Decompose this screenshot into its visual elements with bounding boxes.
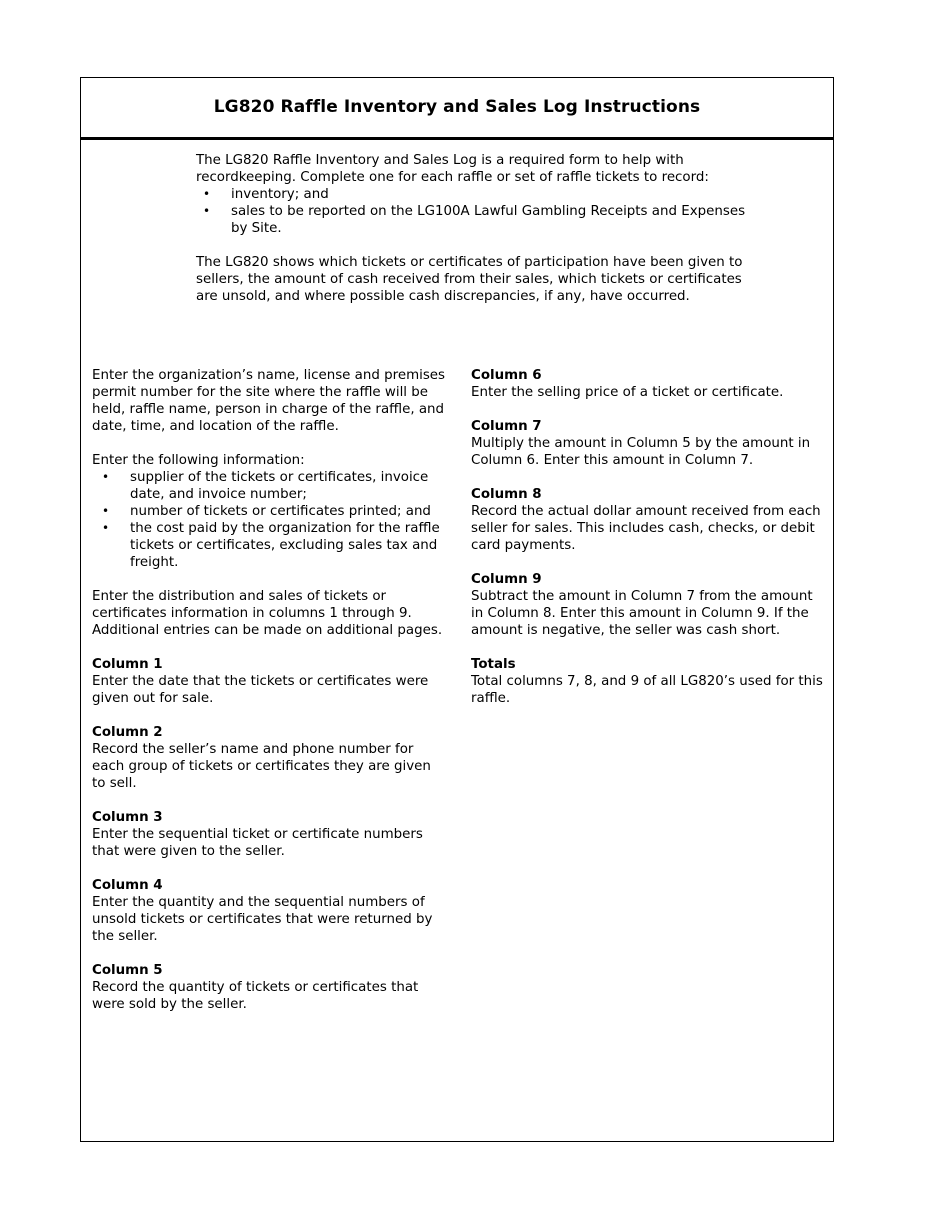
intro-section (196, 152, 756, 305)
column-2-heading: Column 2 (92, 725, 163, 740)
intro-paragraph-1: The LG820 Raffle Inventory and Sales Log is a required form to help with recordkeeping. Complete one for each raffle or set of raffle tickets to record: (196, 153, 709, 185)
totals-text: Total columns 7, 8, and 9 of all LG820’s used for this raffle. (471, 674, 823, 706)
column-5-heading: Column 5 (92, 963, 163, 978)
column-8-heading: Column 8 (471, 487, 542, 502)
column-7-heading: Column 7 (471, 419, 542, 434)
title-bar (81, 78, 833, 140)
totals-heading: Totals (471, 657, 516, 672)
column-3-heading: Column 3 (92, 810, 163, 825)
intro-bullet: • sales to be reported on the LG100A Lawful Gambling Receipts and Expenses by Site. (196, 203, 756, 237)
column-3-text: Enter the sequential ticket or certificate numbers that were given to the seller. (92, 827, 423, 859)
column-4-text: Enter the quantity and the sequential numbers of unsold tickets or certificates that were returned by the seller. (92, 895, 433, 944)
column-4-heading: Column 4 (92, 878, 163, 893)
column-1-heading: Column 1 (92, 657, 163, 672)
column-8-text: Record the actual dollar amount received from each seller for sales. This includes cash, checks, or debit card payments. (471, 504, 821, 553)
column-6-text: Enter the selling price of a ticket or certificate. (471, 385, 784, 400)
left-paragraph-2: Enter the following information: (92, 453, 305, 468)
intro-bullet: • inventory; and (196, 186, 756, 203)
left-bullet: • the cost paid by the organization for the raffle tickets or certificates, excluding sales tax and freight. (92, 520, 448, 571)
column-9-heading: Column 9 (471, 572, 542, 587)
left-column (92, 367, 448, 1013)
column-2-text: Record the seller’s name and phone number for each group of tickets or certificates they are given to sell. (92, 742, 431, 791)
left-paragraph-1: Enter the organization’s name, license and premises permit number for the site where the raffle will be held, raffle name, person in charge of the raffle, and date, time, and location of the raffle. (92, 368, 446, 434)
left-paragraph-3: Enter the distribution and sales of tickets or certificates information in columns 1 through 9. Additional entries can be made on additional pages. (92, 589, 443, 638)
instruction-frame (80, 77, 834, 1142)
page-title: LG820 Raffle Inventory and Sales Log Instructions (213, 97, 701, 117)
right-column (471, 367, 827, 707)
column-1-text: Enter the date that the tickets or certificates were given out for sale. (92, 674, 429, 706)
left-bullet: • supplier of the tickets or certificates, invoice date, and invoice number; (92, 469, 448, 503)
column-5-text: Record the quantity of tickets or certificates that were sold by the seller. (92, 980, 419, 1012)
intro-bullet-list (196, 186, 756, 237)
column-7-text: Multiply the amount in Column 5 by the amount in Column 6. Enter this amount in Column 7. (471, 436, 811, 468)
intro-paragraph-2: The LG820 shows which tickets or certificates of participation have been given to sellers, the amount of cash received from their sales, which tickets or certificates are unsold, and where possible cash discrepancies, if any, have occurred. (196, 255, 743, 304)
column-9-text: Subtract the amount in Column 7 from the amount in Column 8. Enter this amount in Column 9. If the amount is negative, the seller was cash short. (471, 589, 813, 638)
column-6-heading: Column 6 (471, 368, 542, 383)
left-bullet-list (92, 469, 448, 571)
left-bullet: • number of tickets or certificates printed; and (92, 503, 448, 520)
